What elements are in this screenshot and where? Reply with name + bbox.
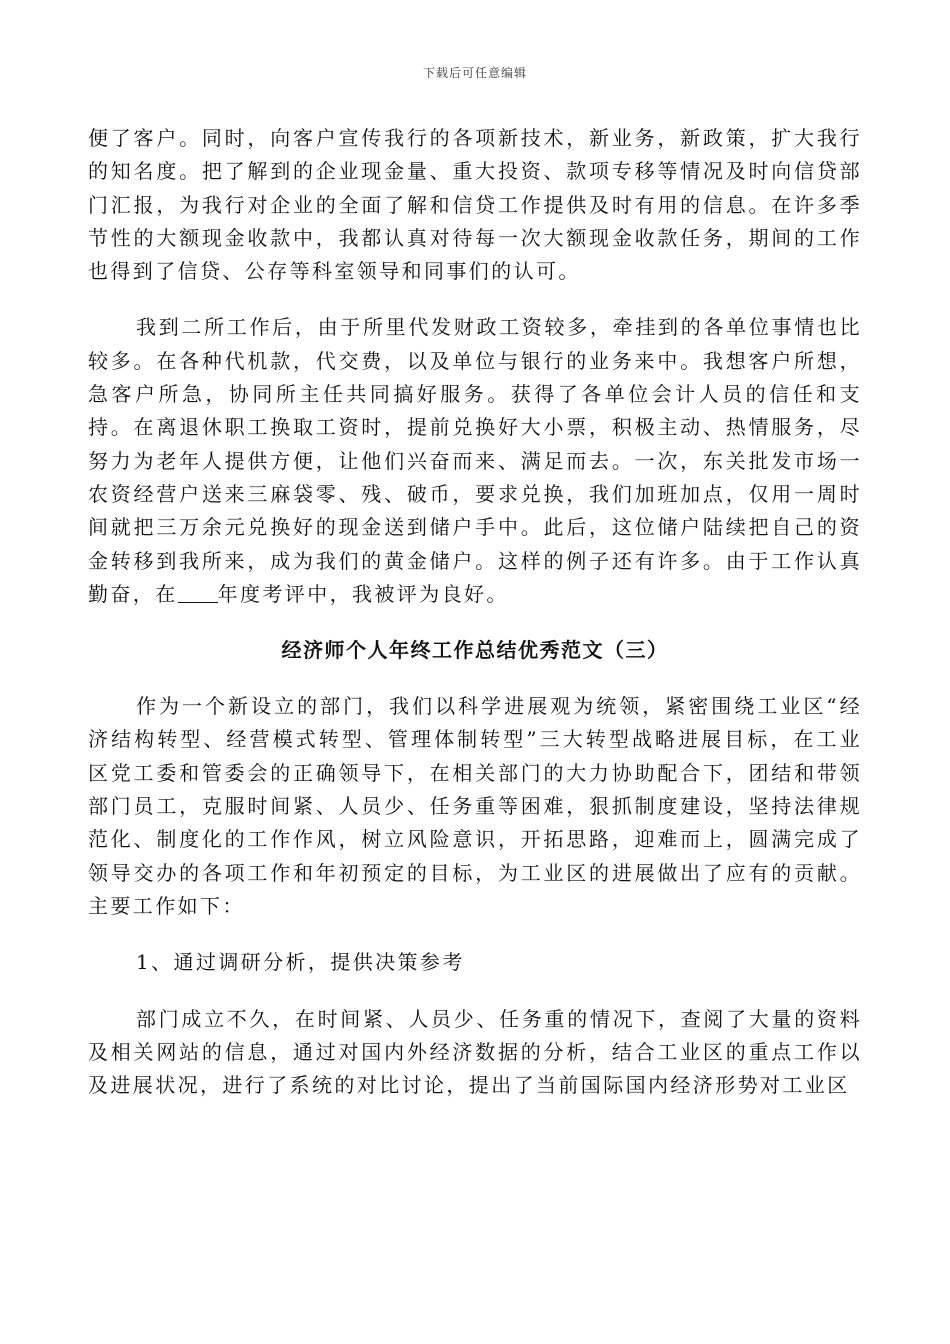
paragraph-gap: [88, 288, 862, 311]
body-text: [88, 122, 862, 1102]
paragraph-gap: [88, 611, 862, 634]
section-title: 经济师个人年终工作总结优秀范文（三）: [281, 638, 669, 663]
paragraph-1: 便了客户。同时，向客户宣传我行的各项新技术，新业务，新政策，扩大我行的知名度。把了解到的企业现金量、重大投资、款项专移等情况及时向信贷部门汇报，为我行对企业的全面了解和信贷工作提供及时有用的信息。在许多季节性的大额现金收款中，我都认真对待每一次大额现金收款任务，期间的工作也得到了信贷、公存等科室领导和同事们的认可。: [88, 126, 862, 284]
paragraph-4: 部门成立不久，在时间紧、人员少、任务重的情况下，查阅了大量的资料及相关网站的信息，通过对国内外经济数据的分析，结合工业区的重点工作以及进展状况，进行了系统的对比讨论，提出了当前国际国内经济形势对工业区: [88, 1006, 862, 1098]
paragraph-gap: [88, 667, 862, 690]
paragraph-2-tail: 年度考评中，我被评为良好。: [217, 581, 509, 606]
paragraph-2-main: 我到二所工作后，由于所里代发财政工资较多，牵挂到的各单位事情也比较多。在各种代机款，代交费，以及单位与银行的业务来中。我想客户所想，急客户所急，协同所主任共同搞好服务。获得了各单位会计人员的信任和支持。在离退休职工换取工资时，提前兑换好大小票，积极主动、热情服务，尽努力为老年人提供方便，让他们兴奋而来、满足而去。一次，东关批发市场一农资经营户送来三麻袋零、残、破币，要求兑换，我们加班加点，仅用一周时间就把三万余元兑换好的现金送到储户手中。此后，这位储户陆续把自己的资金转移到我所来，成为我们的黄金储户。这样的例子还有许多。由于工作认真勤奋，在: [88, 315, 862, 606]
header-note: 下载后可任意编辑: [422, 66, 527, 80]
subheading-1: 1、通过调研分析，提供决策参考: [136, 950, 465, 975]
paragraph-gap: [88, 923, 862, 946]
blank-year-field: [178, 582, 218, 603]
paragraph-2: [88, 311, 862, 611]
paragraph-3: 作为一个新设立的部门，我们以科学进展观为统领，紧密围绕工业区“经济结构转型、经营模式转型、管理体制转型”三大转型战略进展目标，在工业区党工委和管委会的正确领导下，在相关部门的大力协助配合下，团结和带领部门员工，克服时间紧、人员少、任务重等困难，狠抓制度建设，坚持法律规范化、制度化的工作作风，树立风险意识，开拓思路，迎难而上，圆满完成了领导交办的各项工作和年初预定的目标，为工业区的进展做出了应有的贡献。主要工作如下：: [88, 694, 862, 918]
paragraph-gap: [88, 980, 862, 1003]
